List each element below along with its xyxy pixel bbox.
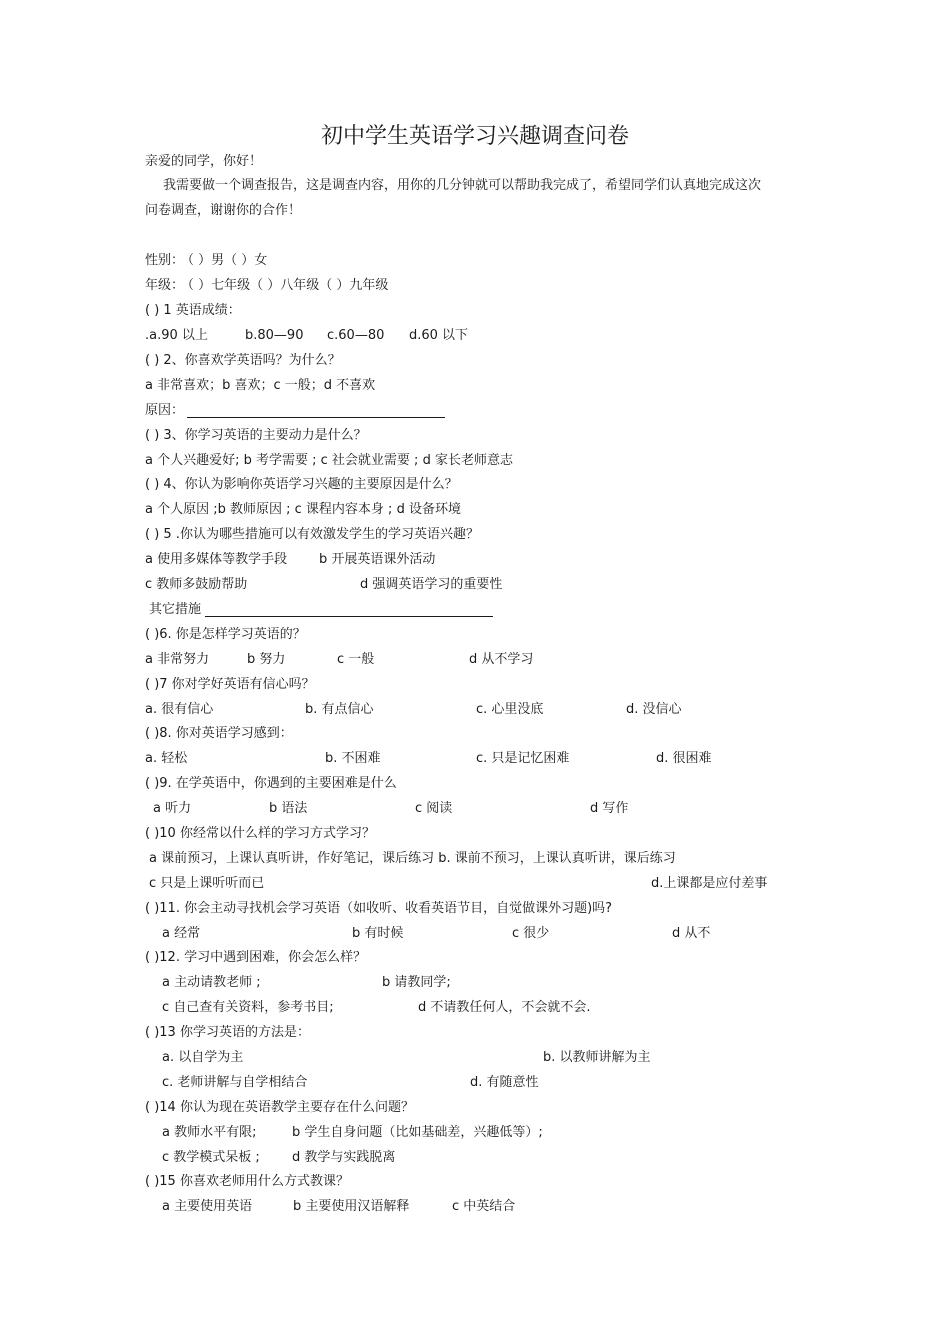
option-c[interactable]: c.60—80 bbox=[327, 328, 385, 343]
option-d[interactable]: d. 很困难 bbox=[656, 751, 712, 766]
question-3-options[interactable]: a 个人兴趣爱好; b 考学需要 ; c 社会就业需要 ; d 家长老师意志 bbox=[145, 453, 513, 468]
option-c[interactable]: c 一般 bbox=[337, 652, 375, 667]
option-b[interactable]: b 学生自身问题（比如基础差，兴趣低等）; bbox=[292, 1125, 543, 1140]
question-9: ( )9. 在学英语中，你遇到的主要困难是什么 bbox=[145, 776, 397, 791]
question-11: ( )11. 你会主动寻找机会学习英语（如收听、收看英语节目，自觉做课外习题)吗? bbox=[145, 901, 613, 916]
option-c[interactable]: c 只是上课听听而已 bbox=[149, 876, 265, 891]
option-d[interactable]: d.上课都是应付差事 bbox=[651, 876, 768, 891]
option-c[interactable]: c 阅读 bbox=[415, 801, 453, 816]
gender-label: 性别： bbox=[145, 253, 185, 268]
question-1: ( ) 1 英语成绩： bbox=[145, 303, 241, 318]
question-2: ( ) 2、你喜欢学英语吗？为什么？ bbox=[145, 353, 341, 368]
question-4: ( ) 4、你认为影响你英语学习兴趣的主要原因是什么？ bbox=[145, 477, 458, 492]
option-c[interactable]: c. 老师讲解与自学相结合 bbox=[162, 1075, 308, 1090]
question-2-options[interactable]: a 非常喜欢；b 喜欢；c 一般；d 不喜欢 bbox=[145, 378, 376, 393]
option-b[interactable]: b 有时候 bbox=[352, 926, 404, 941]
grade-options[interactable]: （ ）七年级（ ）八年级（ ）九年级 bbox=[181, 278, 389, 293]
reason-blank[interactable] bbox=[187, 417, 445, 418]
option-a[interactable]: a 主要使用英语 bbox=[162, 1199, 253, 1214]
option-c[interactable]: c 中英结合 bbox=[452, 1199, 516, 1214]
intro-line-2: 问卷调查，谢谢你的合作！ bbox=[145, 203, 302, 218]
option-d[interactable]: d. 有随意性 bbox=[470, 1075, 539, 1090]
greeting: 亲爱的同学，你好！ bbox=[145, 154, 263, 169]
option-b[interactable]: b 努力 bbox=[247, 652, 286, 667]
option-a[interactable]: a 非常努力 bbox=[145, 652, 210, 667]
option-b[interactable]: b. 不困难 bbox=[325, 751, 381, 766]
question-7: ( )7 你对学好英语有信心吗？ bbox=[145, 677, 315, 692]
page-title: 初中学生英语学习兴趣调查问卷 bbox=[320, 124, 629, 149]
option-a[interactable]: a 教师水平有限; bbox=[162, 1125, 257, 1140]
option-d[interactable]: d 从不学习 bbox=[469, 652, 534, 667]
grade-label: 年级： bbox=[145, 278, 185, 293]
question-13: ( )13 你学习英语的方法是： bbox=[145, 1025, 310, 1040]
question-8: ( )8. 你对英语学习感到： bbox=[145, 726, 293, 741]
option-b[interactable]: b 语法 bbox=[269, 801, 308, 816]
question-10: ( )10 你经常以什么样的学习方式学习？ bbox=[145, 826, 375, 841]
option-b[interactable]: b. 以教师讲解为主 bbox=[543, 1050, 651, 1065]
option-c[interactable]: c 自己查有关资料，参考书目; bbox=[162, 1000, 334, 1015]
question-4-options[interactable]: a 个人原因 ;b 教师原因 ; c 课程内容本身 ; d 设备环境 bbox=[145, 502, 461, 517]
option-b[interactable]: b 开展英语课外活动 bbox=[319, 552, 436, 567]
option-a[interactable]: .a.90 以上 bbox=[145, 328, 208, 343]
question-12: ( )12. 学习中遇到困难，你会怎么样？ bbox=[145, 950, 367, 965]
option-c[interactable]: c 教学模式呆板 ; bbox=[162, 1150, 260, 1165]
question-14: ( )14 你认为现在英语教学主要存在什么问题？ bbox=[145, 1100, 414, 1115]
option-c[interactable]: c 很少 bbox=[512, 926, 550, 941]
question-10-options-ab[interactable]: a 课前预习，上课认真听讲，作好笔记，课后练习 b. 课前不预习，上课认真听讲，课后练习 bbox=[149, 851, 676, 866]
option-d[interactable]: d 不请教任何人，不会就不会. bbox=[418, 1000, 591, 1015]
option-b[interactable]: b. 有点信心 bbox=[305, 702, 374, 717]
option-a[interactable]: a 主动请教老师 ; bbox=[162, 975, 261, 990]
gender-options[interactable]: （ ）男（ ）女 bbox=[181, 253, 268, 268]
option-d[interactable]: d. 没信心 bbox=[626, 702, 682, 717]
reason-label: 原因： bbox=[145, 403, 185, 418]
option-d[interactable]: d 从不 bbox=[672, 926, 711, 941]
other-measures-blank[interactable] bbox=[205, 616, 493, 617]
question-15: ( )15 你喜欢老师用什么方式教课？ bbox=[145, 1174, 349, 1189]
option-c[interactable]: c 教师多鼓励帮助 bbox=[145, 577, 248, 592]
option-d[interactable]: d 强调英语学习的重要性 bbox=[360, 577, 503, 592]
option-d[interactable]: d 写作 bbox=[590, 801, 629, 816]
question-6: ( )6. 你是怎样学习英语的？ bbox=[145, 627, 306, 642]
option-a[interactable]: a 听力 bbox=[153, 801, 192, 816]
option-b[interactable]: b 请教同学; bbox=[382, 975, 451, 990]
option-a[interactable]: a. 很有信心 bbox=[145, 702, 214, 717]
intro-line-1: 我需要做一个调查报告，这是调查内容，用你的几分钟就可以帮助我完成了，希望同学们认真地完成这次 bbox=[163, 178, 762, 193]
option-c[interactable]: c. 只是记忆困难 bbox=[476, 751, 570, 766]
other-measures-label: 其它措施 bbox=[149, 602, 202, 617]
option-b[interactable]: b.80—90 bbox=[245, 328, 304, 343]
option-a[interactable]: a 经常 bbox=[162, 926, 201, 941]
option-b[interactable]: b 主要使用汉语解释 bbox=[293, 1199, 410, 1214]
option-a[interactable]: a. 以自学为主 bbox=[162, 1050, 244, 1065]
question-5: ( ) 5 .你认为哪些措施可以有效激发学生的学习英语兴趣？ bbox=[145, 527, 479, 542]
option-a[interactable]: a. 轻松 bbox=[145, 751, 188, 766]
option-c[interactable]: c. 心里没底 bbox=[476, 702, 544, 717]
option-d[interactable]: d 教学与实践脱离 bbox=[292, 1150, 396, 1165]
question-3: ( ) 3、你学习英语的主要动力是什么？ bbox=[145, 428, 367, 443]
option-a[interactable]: a 使用多媒体等教学手段 bbox=[145, 552, 288, 567]
option-d[interactable]: d.60 以下 bbox=[409, 328, 469, 343]
